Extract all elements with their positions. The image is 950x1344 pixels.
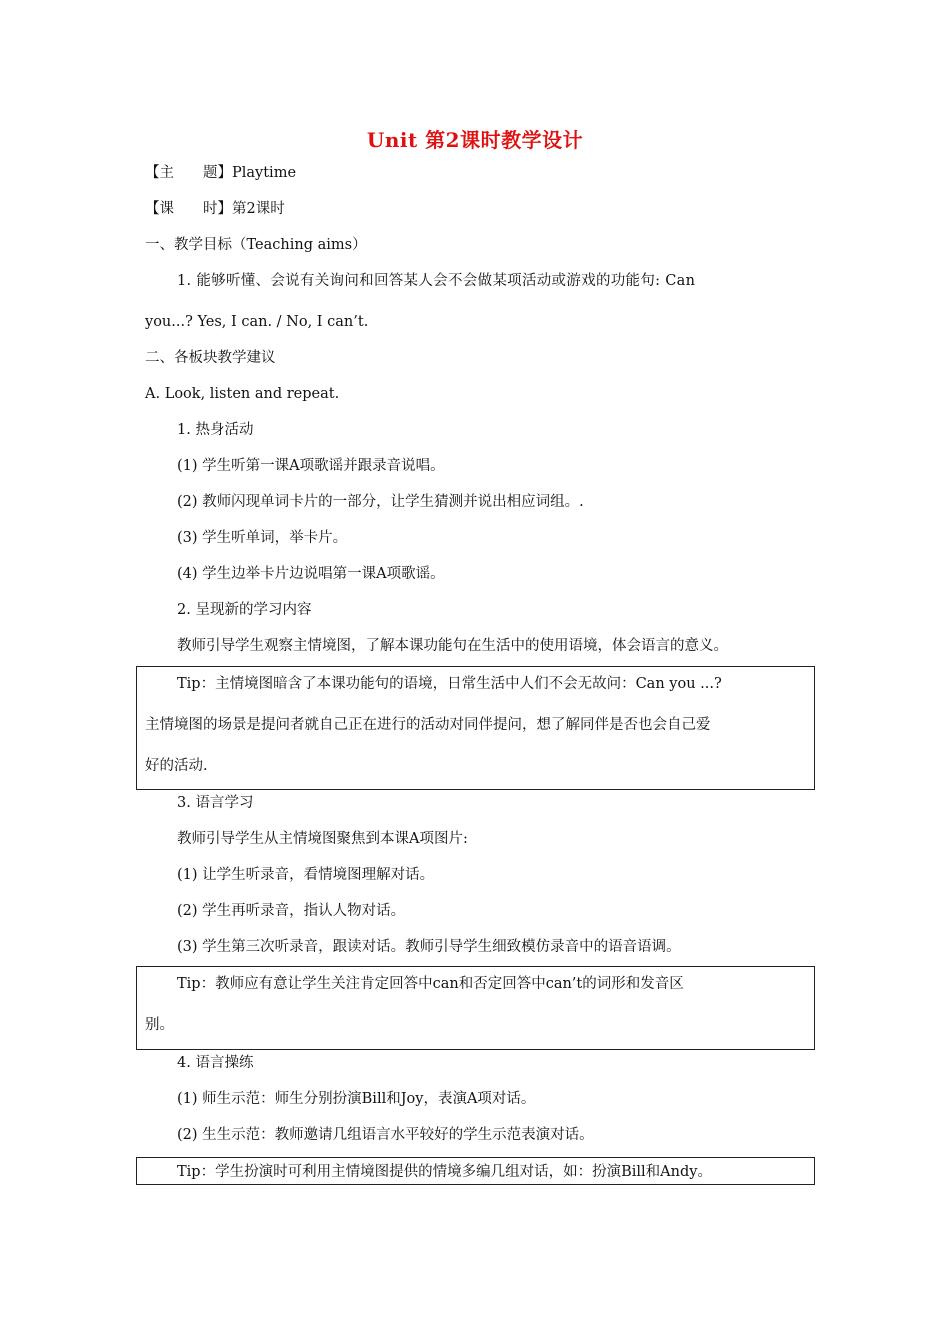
meta-topic: 【主 题】Playtime xyxy=(145,165,297,181)
learn-step: (2) 学生再听录音，指认人物对话。 xyxy=(177,903,406,919)
section1-heading: 一、教学目标（Teaching aims） xyxy=(145,237,367,253)
present-text: 教师引导学生观察主情境图，了解本课功能句在生活中的使用语境，体会语言的意义。 xyxy=(177,638,728,654)
tip-line: Tip：主情境图暗含了本课功能句的语境，日常生活中人们不会无故问：Can you ...? xyxy=(177,676,722,692)
practice-heading: 4. 语言操练 xyxy=(177,1055,254,1071)
tip-line: 好的活动. xyxy=(145,758,208,774)
learn-intro: 教师引导学生从主情境图聚焦到本课A项图片: xyxy=(177,831,468,847)
document-title: Unit 第2课时教学设计 xyxy=(366,128,584,152)
warmup-step: (3) 学生听单词，举卡片。 xyxy=(177,530,348,546)
tip-line: 别。 xyxy=(145,1017,174,1033)
meta-period: 【课 时】第2课时 xyxy=(145,201,285,217)
part-a-heading: A. Look, listen and repeat. xyxy=(145,386,340,402)
learn-step: (3) 学生第三次听录音，跟读对话。教师引导学生细致模仿录音中的语音语调。 xyxy=(177,939,681,955)
tip-box-learn xyxy=(136,966,815,1050)
section2-heading: 二、各板块教学建议 xyxy=(145,350,276,366)
practice-step: (1) 师生示范：师生分别扮演Bill和Joy，表演A项对话。 xyxy=(177,1091,536,1107)
learn-step: (1) 让学生听录音，看情境图理解对话。 xyxy=(177,867,435,883)
tip-line: Tip：教师应有意让学生关注肯定回答中can和否定回答中can’t的词形和发音区 xyxy=(177,976,684,992)
tip-box-present xyxy=(136,666,815,790)
tip-box-practice xyxy=(136,1157,815,1185)
warmup-step: (2) 教师闪现单词卡片的一部分，让学生猜测并说出相应词组。. xyxy=(177,494,584,510)
warmup-heading: 1. 热身活动 xyxy=(177,422,254,438)
learn-heading: 3. 语言学习 xyxy=(177,795,254,811)
aim-item-line2: you...? Yes, I can. / No, I can’t. xyxy=(145,314,369,330)
present-heading: 2. 呈现新的学习内容 xyxy=(177,602,312,618)
tip-line: Tip：学生扮演时可利用主情境图提供的情境多编几组对话，如：扮演Bill和Andy。 xyxy=(177,1164,712,1180)
warmup-step: (4) 学生边举卡片边说唱第一课A项歌谣。 xyxy=(177,566,445,582)
aim-item-line1: 1. 能够听懂、会说有关询问和回答某人会不会做某项活动或游戏的功能句: Can xyxy=(177,273,696,289)
tip-line: 主情境图的场景是提问者就自己正在进行的活动对同伴提问，想了解同伴是否也会自己爱 xyxy=(145,717,711,733)
practice-step: (2) 生生示范：教师邀请几组语言水平较好的学生示范表演对话。 xyxy=(177,1127,594,1143)
warmup-step: (1) 学生听第一课A项歌谣并跟录音说唱。 xyxy=(177,458,445,474)
